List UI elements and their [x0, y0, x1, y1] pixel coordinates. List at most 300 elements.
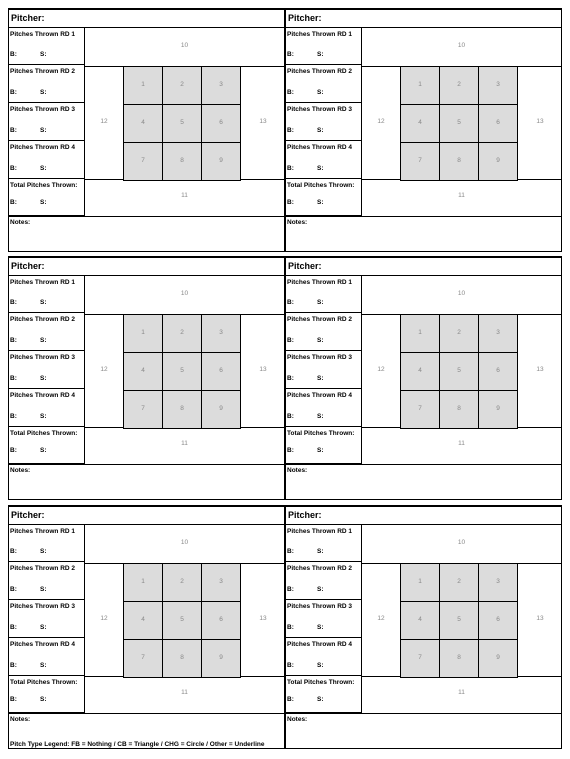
balls-label: B:	[10, 447, 17, 454]
zone-number-bottom: 11	[181, 192, 188, 199]
total-label: Total Pitches Thrown:	[287, 182, 355, 189]
balls-strikes	[10, 299, 47, 306]
balls-strikes	[10, 696, 47, 703]
balls-label: B:	[10, 662, 17, 669]
balls-strikes	[287, 375, 324, 382]
round-label: Pitches Thrown RD 1	[10, 528, 76, 535]
strikes-label: S:	[317, 586, 324, 593]
strike-zone-cell[interactable]	[123, 352, 163, 391]
balls-strikes	[287, 51, 324, 58]
zone-number: 6	[496, 367, 500, 374]
strikes-label: S:	[317, 696, 324, 703]
strike-zone-cell[interactable]	[400, 639, 440, 678]
strike-zone-cell[interactable]	[439, 639, 479, 678]
balls-label: B:	[287, 413, 294, 420]
strike-zone-cell[interactable]	[439, 563, 479, 602]
strike-zone-cell[interactable]	[201, 104, 241, 143]
round-label: Pitches Thrown RD 2	[287, 565, 353, 572]
strike-zone-cell[interactable]	[478, 563, 518, 602]
balls-strikes	[10, 89, 47, 96]
round-label: Pitches Thrown RD 1	[287, 31, 353, 38]
balls-strikes	[287, 165, 324, 172]
zone-number: 5	[457, 616, 461, 623]
zone-number: 1	[141, 81, 145, 88]
zone-number-top: 10	[180, 539, 189, 546]
round-row	[286, 638, 362, 676]
round-label: Pitches Thrown RD 4	[10, 144, 76, 151]
balls-strikes	[287, 127, 324, 134]
strike-zone-cell[interactable]	[478, 142, 518, 181]
notes-divider	[286, 216, 561, 217]
balls-strikes	[10, 548, 47, 555]
zone-number: 7	[418, 157, 422, 164]
round-row	[9, 638, 85, 676]
balls-label: B:	[10, 165, 17, 172]
zone-number: 7	[141, 405, 145, 412]
zone-number: 4	[141, 119, 145, 126]
balls-strikes	[287, 586, 324, 593]
zone-number: 8	[180, 405, 184, 412]
strike-zone-cell[interactable]	[123, 601, 163, 640]
round-label: Pitches Thrown RD 1	[10, 31, 76, 38]
strike-zone-cell[interactable]	[162, 563, 202, 602]
balls-strikes	[287, 337, 324, 344]
strike-zone-cell[interactable]	[478, 66, 518, 105]
total-label: Total Pitches Thrown:	[287, 679, 355, 686]
round-label: Pitches Thrown RD 4	[287, 144, 353, 151]
pitch-type-legend: Pitch Type Legend: FB = Nothing / CB = Triangle / CHG = Circle / Other = Underline	[10, 741, 265, 748]
zone-number: 9	[496, 405, 500, 412]
zone-number: 9	[219, 654, 223, 661]
zone-number-left: 12	[100, 118, 108, 125]
strike-zone-cell[interactable]	[201, 66, 241, 105]
zone-number: 2	[180, 81, 184, 88]
balls-label: B:	[287, 586, 294, 593]
round-row	[9, 65, 85, 103]
zone-number: 4	[418, 367, 422, 374]
balls-strikes	[287, 624, 324, 631]
zone-number: 4	[418, 616, 422, 623]
strikes-label: S:	[40, 696, 47, 703]
round-row	[9, 600, 85, 638]
round-row	[9, 276, 85, 313]
strike-zone-cell[interactable]	[123, 314, 163, 353]
zone-number: 3	[496, 329, 500, 336]
total-row	[286, 676, 362, 713]
round-row	[286, 141, 362, 179]
balls-label: B:	[287, 337, 294, 344]
balls-label: B:	[10, 299, 17, 306]
round-row	[9, 313, 85, 351]
strikes-label: S:	[40, 199, 47, 206]
strike-zone-cell[interactable]	[400, 601, 440, 640]
balls-strikes	[287, 696, 324, 703]
balls-strikes	[10, 375, 47, 382]
strike-zone-cell[interactable]	[400, 104, 440, 143]
balls-strikes	[10, 624, 47, 631]
balls-label: B:	[10, 624, 17, 631]
zone-number: 4	[418, 119, 422, 126]
balls-label: B:	[10, 199, 17, 206]
pitcher-label: Pitcher:	[9, 258, 284, 276]
strike-zone-cell[interactable]	[123, 563, 163, 602]
notes-label: Notes:	[10, 219, 31, 226]
round-row	[286, 28, 362, 65]
round-label: Pitches Thrown RD 3	[287, 354, 353, 361]
strikes-label: S:	[317, 413, 324, 420]
round-row	[286, 525, 362, 562]
round-label: Pitches Thrown RD 4	[287, 641, 353, 648]
round-label: Pitches Thrown RD 2	[10, 68, 76, 75]
round-row	[9, 28, 85, 65]
zone-number: 3	[219, 81, 223, 88]
pitcher-label: Pitcher:	[9, 10, 284, 28]
zone-number: 1	[418, 578, 422, 585]
pitcher-label: Pitcher:	[286, 258, 561, 276]
round-row	[9, 141, 85, 179]
balls-strikes	[10, 586, 47, 593]
zone-number: 6	[496, 616, 500, 623]
strike-zone-cell[interactable]	[201, 352, 241, 391]
strikes-label: S:	[317, 199, 324, 206]
strike-zone-cell[interactable]	[201, 390, 241, 429]
round-row	[9, 103, 85, 141]
zone-number-left: 12	[377, 615, 385, 622]
strike-zone-cell[interactable]	[439, 352, 479, 391]
round-row	[286, 600, 362, 638]
round-label: Pitches Thrown RD 2	[287, 68, 353, 75]
pitcher-card	[8, 8, 285, 252]
strike-zone-cell[interactable]	[123, 639, 163, 678]
total-row	[9, 427, 85, 464]
zone-number-top: 10	[180, 290, 189, 297]
balls-label: B:	[287, 662, 294, 669]
strikes-label: S:	[317, 548, 324, 555]
notes-label: Notes:	[287, 716, 308, 723]
zone-number: 5	[180, 119, 184, 126]
balls-label: B:	[287, 89, 294, 96]
balls-label: B:	[10, 696, 17, 703]
balls-strikes	[287, 413, 324, 420]
round-label: Pitches Thrown RD 3	[287, 603, 353, 610]
balls-label: B:	[10, 127, 17, 134]
strike-zone-cell[interactable]	[400, 66, 440, 105]
zone-number: 7	[141, 157, 145, 164]
strikes-label: S:	[317, 375, 324, 382]
zone-number-right: 13	[259, 615, 267, 622]
zone-number: 8	[457, 157, 461, 164]
balls-label: B:	[287, 199, 294, 206]
zone-number: 7	[418, 405, 422, 412]
round-row	[286, 389, 362, 427]
balls-label: B:	[287, 375, 294, 382]
pitcher-card	[285, 505, 562, 749]
round-label: Pitches Thrown RD 3	[287, 106, 353, 113]
balls-label: B:	[287, 127, 294, 134]
zone-number: 5	[180, 616, 184, 623]
zone-number-top: 10	[180, 42, 189, 49]
balls-strikes	[287, 89, 324, 96]
balls-strikes	[287, 662, 324, 669]
pitcher-card	[285, 256, 562, 500]
strike-zone-cell[interactable]	[123, 66, 163, 105]
balls-label: B:	[10, 375, 17, 382]
balls-label: B:	[287, 51, 294, 58]
pitcher-card	[8, 505, 285, 749]
pitcher-card	[285, 8, 562, 252]
total-label: Total Pitches Thrown:	[10, 182, 78, 189]
strike-zone-cell[interactable]	[201, 639, 241, 678]
zone-number: 1	[141, 578, 145, 585]
strike-zone-cell[interactable]	[400, 390, 440, 429]
zone-number: 2	[180, 329, 184, 336]
round-label: Pitches Thrown RD 1	[10, 279, 76, 286]
notes-label: Notes:	[10, 467, 31, 474]
round-row	[286, 103, 362, 141]
zone-number-bottom: 11	[458, 192, 465, 199]
total-row	[286, 179, 362, 216]
total-row	[9, 179, 85, 216]
strikes-label: S:	[40, 662, 47, 669]
zone-number: 7	[418, 654, 422, 661]
zone-number: 3	[496, 578, 500, 585]
zone-number-right: 13	[536, 615, 544, 622]
pitcher-label: Pitcher:	[286, 10, 561, 28]
round-label: Pitches Thrown RD 3	[10, 354, 76, 361]
round-row	[9, 525, 85, 562]
balls-strikes	[287, 299, 324, 306]
notes-label: Notes:	[287, 467, 308, 474]
strikes-label: S:	[40, 165, 47, 172]
strikes-label: S:	[40, 337, 47, 344]
total-label: Total Pitches Thrown:	[10, 679, 78, 686]
round-row	[9, 562, 85, 600]
strike-zone-cell[interactable]	[162, 639, 202, 678]
zone-number-left: 12	[100, 615, 108, 622]
total-label: Total Pitches Thrown:	[287, 430, 355, 437]
balls-strikes	[287, 548, 324, 555]
balls-label: B:	[10, 89, 17, 96]
strike-zone-cell[interactable]	[400, 563, 440, 602]
balls-strikes	[287, 447, 324, 454]
strikes-label: S:	[40, 413, 47, 420]
zone-number: 3	[219, 329, 223, 336]
zone-number: 3	[219, 578, 223, 585]
strikes-label: S:	[317, 662, 324, 669]
round-label: Pitches Thrown RD 4	[287, 392, 353, 399]
total-row	[286, 427, 362, 464]
balls-label: B:	[287, 624, 294, 631]
zone-number: 2	[457, 81, 461, 88]
zone-number: 7	[141, 654, 145, 661]
round-label: Pitches Thrown RD 4	[10, 392, 76, 399]
zone-number-left: 12	[377, 118, 385, 125]
strike-zone-cell[interactable]	[478, 314, 518, 353]
zone-number-right: 13	[259, 366, 267, 373]
strikes-label: S:	[317, 447, 324, 454]
round-row	[286, 313, 362, 351]
strikes-label: S:	[317, 299, 324, 306]
zone-number: 9	[496, 157, 500, 164]
strike-zone-cell[interactable]	[201, 601, 241, 640]
strike-zone-cell[interactable]	[478, 601, 518, 640]
strikes-label: S:	[40, 299, 47, 306]
zone-number-right: 13	[536, 118, 544, 125]
zone-number: 9	[219, 405, 223, 412]
zone-number: 8	[180, 654, 184, 661]
notes-label: Notes:	[10, 716, 31, 723]
zone-number: 5	[457, 119, 461, 126]
balls-label: B:	[287, 299, 294, 306]
zone-number: 6	[219, 616, 223, 623]
strikes-label: S:	[40, 586, 47, 593]
strike-zone-cell[interactable]	[439, 66, 479, 105]
zone-number: 2	[457, 578, 461, 585]
strike-zone-cell[interactable]	[439, 390, 479, 429]
notes-divider	[9, 464, 284, 465]
pitcher-label: Pitcher:	[9, 507, 284, 525]
zone-number-bottom: 11	[181, 689, 188, 696]
balls-strikes	[10, 413, 47, 420]
strikes-label: S:	[317, 624, 324, 631]
total-label: Total Pitches Thrown:	[10, 430, 78, 437]
strike-zone-cell[interactable]	[400, 142, 440, 181]
round-label: Pitches Thrown RD 4	[10, 641, 76, 648]
notes-label: Notes:	[287, 219, 308, 226]
zone-number: 8	[180, 157, 184, 164]
balls-strikes	[10, 127, 47, 134]
zone-number: 5	[180, 367, 184, 374]
zone-number-right: 13	[259, 118, 267, 125]
zone-number-top: 10	[457, 290, 466, 297]
strike-zone-cell[interactable]	[162, 352, 202, 391]
notes-divider	[286, 464, 561, 465]
strike-zone-cell[interactable]	[162, 66, 202, 105]
zone-number: 6	[496, 119, 500, 126]
balls-strikes	[287, 199, 324, 206]
round-row	[286, 276, 362, 313]
balls-label: B:	[287, 165, 294, 172]
balls-strikes	[10, 165, 47, 172]
balls-strikes	[10, 199, 47, 206]
balls-strikes	[10, 447, 47, 454]
strike-zone-cell[interactable]	[201, 563, 241, 602]
strike-zone-cell[interactable]	[478, 639, 518, 678]
zone-number: 9	[496, 654, 500, 661]
balls-label: B:	[287, 548, 294, 555]
strikes-label: S:	[40, 89, 47, 96]
round-row	[286, 562, 362, 600]
strike-zone-cell[interactable]	[400, 314, 440, 353]
notes-divider	[286, 713, 561, 714]
strike-zone-cell[interactable]	[439, 142, 479, 181]
round-label: Pitches Thrown RD 1	[287, 279, 353, 286]
strike-zone-cell[interactable]	[123, 142, 163, 181]
pitcher-card	[8, 256, 285, 500]
strikes-label: S:	[40, 127, 47, 134]
round-row	[9, 351, 85, 389]
strike-zone-cell[interactable]	[439, 314, 479, 353]
round-row	[286, 351, 362, 389]
strike-zone-cell[interactable]	[400, 352, 440, 391]
strike-zone-cell[interactable]	[162, 104, 202, 143]
strike-zone-cell[interactable]	[478, 390, 518, 429]
strikes-label: S:	[40, 548, 47, 555]
zone-number: 1	[418, 329, 422, 336]
notes-divider	[9, 216, 284, 217]
round-label: Pitches Thrown RD 2	[287, 316, 353, 323]
strike-zone-cell[interactable]	[439, 601, 479, 640]
zone-number-top: 10	[457, 42, 466, 49]
strikes-label: S:	[317, 127, 324, 134]
balls-strikes	[10, 662, 47, 669]
zone-number-bottom: 11	[458, 440, 465, 447]
balls-strikes	[10, 337, 47, 344]
round-label: Pitches Thrown RD 3	[10, 603, 76, 610]
zone-number: 5	[457, 367, 461, 374]
zone-number: 2	[180, 578, 184, 585]
strike-zone-cell[interactable]	[439, 104, 479, 143]
strikes-label: S:	[317, 165, 324, 172]
zone-number: 4	[141, 616, 145, 623]
balls-label: B:	[10, 586, 17, 593]
strikes-label: S:	[317, 337, 324, 344]
balls-strikes	[10, 51, 47, 58]
round-label: Pitches Thrown RD 3	[10, 106, 76, 113]
zone-number: 3	[496, 81, 500, 88]
strikes-label: S:	[317, 51, 324, 58]
strikes-label: S:	[40, 375, 47, 382]
zone-number-left: 12	[100, 366, 108, 373]
strike-zone-cell[interactable]	[201, 314, 241, 353]
zone-number: 6	[219, 367, 223, 374]
balls-label: B:	[287, 447, 294, 454]
strike-zone-cell[interactable]	[123, 390, 163, 429]
zone-number-top: 10	[457, 539, 466, 546]
strike-zone-cell[interactable]	[162, 142, 202, 181]
round-label: Pitches Thrown RD 1	[287, 528, 353, 535]
strike-zone-cell[interactable]	[123, 104, 163, 143]
balls-label: B:	[10, 51, 17, 58]
round-label: Pitches Thrown RD 2	[10, 565, 76, 572]
strike-zone-cell[interactable]	[478, 352, 518, 391]
zone-number-right: 13	[536, 366, 544, 373]
zone-number: 6	[219, 119, 223, 126]
strike-zone-cell[interactable]	[478, 104, 518, 143]
total-row	[9, 676, 85, 713]
zone-number: 8	[457, 654, 461, 661]
balls-label: B:	[10, 548, 17, 555]
notes-divider	[9, 713, 284, 714]
strike-zone-cell[interactable]	[201, 142, 241, 181]
balls-label: B:	[10, 337, 17, 344]
balls-label: B:	[287, 696, 294, 703]
zone-number: 4	[141, 367, 145, 374]
strike-zone-cell[interactable]	[162, 314, 202, 353]
zone-number: 1	[418, 81, 422, 88]
strike-zone-cell[interactable]	[162, 390, 202, 429]
pitcher-label: Pitcher:	[286, 507, 561, 525]
strikes-label: S:	[40, 51, 47, 58]
round-label: Pitches Thrown RD 2	[10, 316, 76, 323]
round-row	[9, 389, 85, 427]
zone-number-left: 12	[377, 366, 385, 373]
strike-zone-cell[interactable]	[162, 601, 202, 640]
strikes-label: S:	[317, 89, 324, 96]
zone-number: 2	[457, 329, 461, 336]
zone-number: 9	[219, 157, 223, 164]
balls-label: B:	[10, 413, 17, 420]
